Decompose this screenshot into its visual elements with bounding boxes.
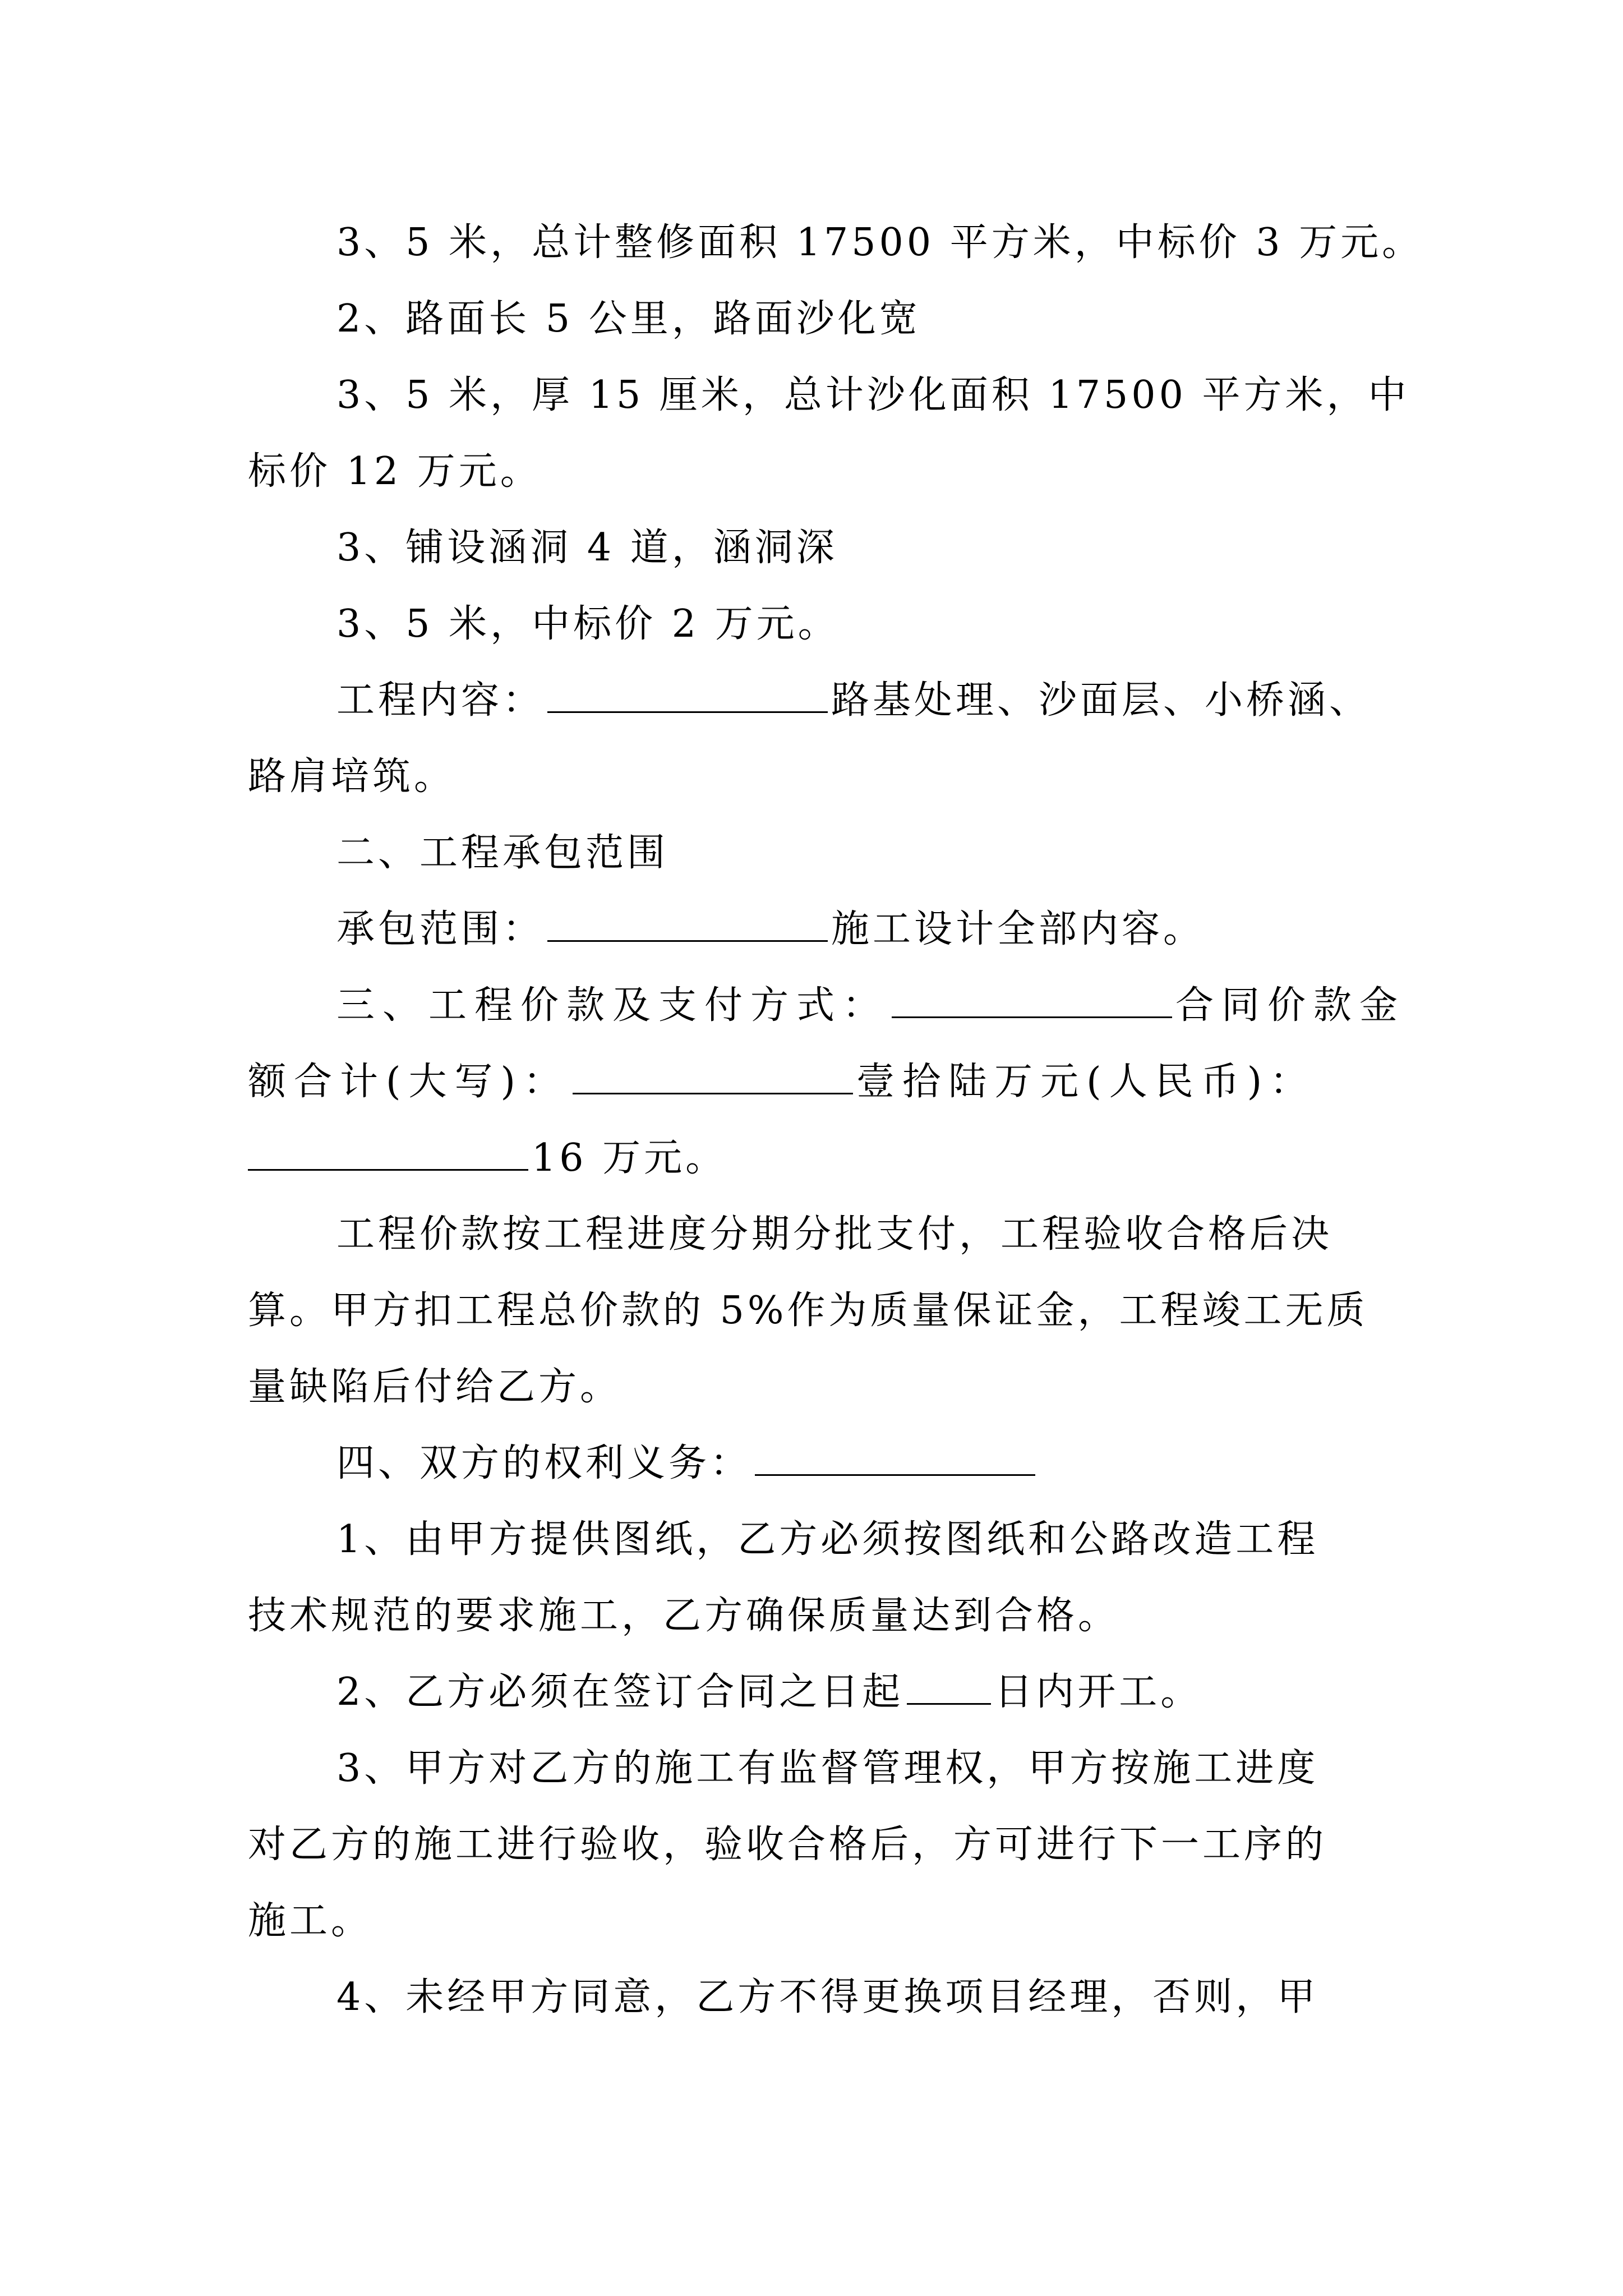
text-line	[248, 1057, 1316, 1107]
text-line: 3、5 米，中标价 2 万元。	[336, 602, 840, 646]
text-line: 算。甲方扣工程总价款的 5%作为质量保证金，工程竣工无质	[248, 1289, 1368, 1333]
text-line: 路肩培筑。	[248, 754, 456, 799]
field-value: 合同价款金	[1175, 983, 1406, 1028]
text-line: 4、未经甲方同意，乙方不得更换项目经理，否则，甲	[336, 1975, 1319, 2019]
fill-blank	[755, 1439, 1035, 1476]
text-line: 工程价款按工程进度分期分批支付，工程验收合格后决	[336, 1212, 1333, 1257]
field-label: 2、乙方必须在签订合同之日起	[336, 1670, 904, 1714]
text-line: 3、甲方对乙方的施工有监督管理权，甲方按施工进度	[336, 1746, 1319, 1791]
field-value: 16 万元。	[532, 1136, 727, 1180]
fill-blank	[892, 982, 1172, 1018]
text-line: 1、由甲方提供图纸，乙方必须按图纸和公路改造工程	[336, 1517, 1319, 1562]
section-heading: 二、工程承包范围	[336, 831, 669, 875]
field-label: 额合计(大写)：	[248, 1060, 570, 1104]
field-value: 日内开工。	[994, 1670, 1202, 1714]
field-label: 四、双方的权利义务：	[336, 1441, 752, 1485]
field-label: 工程内容：	[336, 678, 545, 723]
text-line: 对乙方的施工进行验收，验收合格后，方可进行下一工序的	[248, 1823, 1327, 1867]
fill-blank	[248, 1134, 528, 1171]
fill-blank	[573, 1058, 853, 1094]
field-value: 路基处理、沙面层、小桥涵、	[831, 678, 1371, 723]
section-heading	[336, 1438, 1039, 1489]
text-line: 施工。	[248, 1899, 373, 1943]
text-line	[336, 904, 1205, 955]
text-line	[336, 1667, 1202, 1718]
field-label: 三、工程价款及支付方式：	[336, 983, 889, 1028]
text-line: 3、5 米，总计整修面积 17500 平方米，中标价 3 万元。	[336, 220, 1424, 265]
text-line	[336, 675, 1371, 726]
field-label: 承包范围：	[336, 907, 545, 951]
text-line: 3、铺设涵洞 4 道，涵洞深	[336, 526, 838, 570]
fill-blank	[547, 677, 828, 713]
text-line: 标价 12 万元。	[248, 449, 542, 494]
fill-blank	[907, 1668, 991, 1705]
text-line: 技术规范的要求施工，乙方确保质量达到合格。	[248, 1594, 1120, 1638]
text-line	[248, 1133, 727, 1184]
text-line: 2、路面长 5 公里，路面沙化宽	[336, 297, 921, 341]
section-heading	[336, 981, 1405, 1031]
text-line: 3、5 米，厚 15 厘米，总计沙化面积 17500 平方米，中	[336, 373, 1410, 417]
text-line: 量缺陷后付给乙方。	[248, 1365, 622, 1409]
field-value: 施工设计全部内容。	[831, 907, 1205, 951]
fill-blank	[547, 905, 828, 942]
field-value: 壹拾陆万元(人民币)：	[856, 1060, 1316, 1104]
